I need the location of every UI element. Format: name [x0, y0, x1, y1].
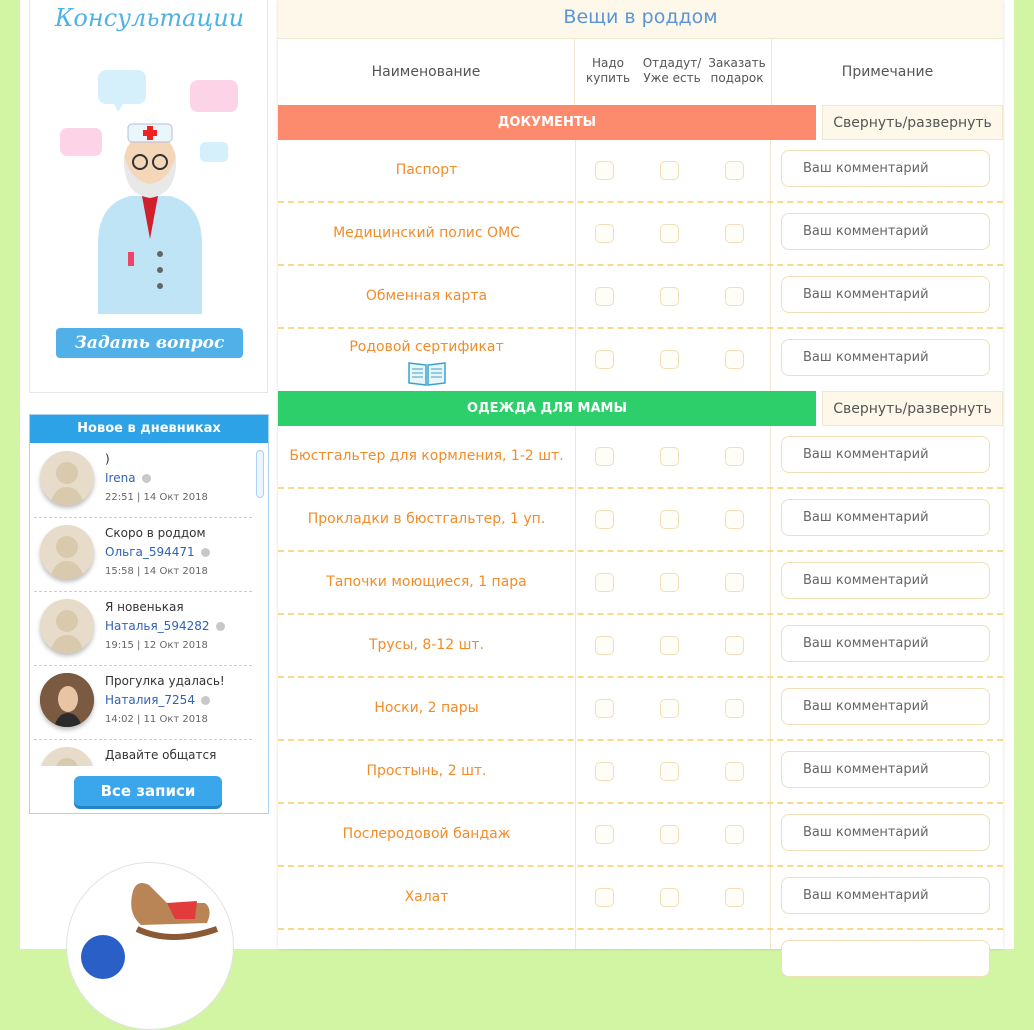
item-name: Простынь, 2 шт. [366, 763, 487, 779]
offline-status-icon [142, 474, 151, 483]
diary-list[interactable] [30, 444, 268, 766]
placeholder-avatar-icon [40, 525, 94, 579]
item-name: Паспорт [395, 162, 458, 178]
need-to-buy-checkbox[interactable] [595, 762, 614, 781]
table-row [278, 867, 1003, 930]
scrollbar[interactable] [256, 450, 264, 498]
collapse-expand-button[interactable]: Свернуть/развернуть [822, 391, 1003, 426]
diary-entry-title[interactable]: Прогулка удалась! [105, 674, 225, 688]
comment-input[interactable]: Ваш комментарий [781, 877, 990, 914]
user-photo [40, 673, 94, 727]
need-to-buy-checkbox[interactable] [595, 636, 614, 655]
open-book-icon[interactable] [407, 359, 447, 387]
order-gift-checkbox[interactable] [725, 224, 744, 243]
list-item[interactable] [34, 592, 252, 666]
item-name: Тапочки моющиеся, 1 пара [326, 574, 527, 590]
table-row [278, 804, 1003, 867]
order-gift-checkbox[interactable] [725, 825, 744, 844]
offline-status-icon [201, 548, 210, 557]
list-item[interactable] [34, 666, 252, 740]
comment-input[interactable]: Ваш комментарий [781, 688, 990, 725]
item-name: Носки, 2 пары [374, 700, 479, 716]
diary-widget [29, 414, 269, 814]
need-to-buy-checkbox[interactable] [595, 573, 614, 592]
list-item[interactable] [34, 740, 252, 766]
placeholder-avatar-icon [40, 599, 94, 653]
placeholder-avatar-icon [40, 451, 94, 505]
diary-entry-title[interactable]: Давайте общатся [105, 748, 217, 762]
order-gift-checkbox[interactable] [725, 888, 744, 907]
comment-input[interactable]: Ваш комментарий [781, 276, 990, 313]
already-have-checkbox[interactable] [660, 287, 679, 306]
comment-input[interactable]: Ваш комментарий [781, 339, 990, 376]
diary-entry-time: 14:02 | 11 Окт 2018 [105, 714, 208, 725]
item-name-cell [278, 329, 575, 390]
table-row [278, 930, 1003, 993]
item-name: Трусы, 8-12 шт. [368, 637, 484, 653]
order-gift-checkbox[interactable] [725, 699, 744, 718]
need-to-buy-checkbox[interactable] [595, 510, 614, 529]
column-header-name: Наименование [278, 39, 575, 105]
already-have-checkbox[interactable] [660, 573, 679, 592]
table-row [278, 552, 1003, 615]
comment-input[interactable]: Ваш комментарий [781, 562, 990, 599]
order-gift-checkbox[interactable] [725, 161, 744, 180]
list-item[interactable] [34, 518, 252, 592]
need-to-buy-checkbox[interactable] [595, 350, 614, 369]
column-header-gift: Заказать подарок [708, 56, 766, 85]
need-to-buy-checkbox[interactable] [595, 287, 614, 306]
need-to-buy-checkbox[interactable] [595, 699, 614, 718]
comment-input[interactable]: Ваш комментарий [781, 751, 990, 788]
diary-title: Новое в дневниках [30, 415, 268, 443]
collapse-expand-button[interactable]: Свернуть/развернуть [822, 105, 1003, 140]
diary-entry-user[interactable]: Irena [105, 471, 151, 485]
rocking-horse-icon [67, 863, 233, 1029]
table-row [278, 615, 1003, 678]
consultations-widget [29, 0, 268, 393]
item-name: Родовой сертификат [349, 339, 504, 355]
consultations-title: Консультации [54, 4, 245, 32]
already-have-checkbox[interactable] [660, 762, 679, 781]
order-gift-checkbox[interactable] [725, 510, 744, 529]
table-row [278, 678, 1003, 741]
comment-input[interactable] [781, 940, 990, 977]
order-gift-checkbox[interactable] [725, 573, 744, 592]
already-have-checkbox[interactable] [660, 510, 679, 529]
need-to-buy-checkbox[interactable] [595, 825, 614, 844]
need-to-buy-checkbox[interactable] [595, 447, 614, 466]
diary-entry-title[interactable]: Я новенькая [105, 600, 184, 614]
column-header-have: Отдадут/ Уже есть [642, 56, 702, 85]
diary-entry-title[interactable]: ) [105, 452, 110, 466]
table-row [278, 329, 1003, 392]
need-to-buy-checkbox[interactable] [595, 161, 614, 180]
diary-entry-user[interactable]: Ольга_594471 [105, 545, 210, 559]
diary-entry-title[interactable]: Скоро в роддом [105, 526, 206, 540]
diary-entry-time: 19:15 | 12 Окт 2018 [105, 640, 208, 651]
offline-status-icon [216, 622, 225, 631]
ask-question-button[interactable]: Задать вопрос [56, 328, 243, 358]
already-have-checkbox[interactable] [660, 699, 679, 718]
page-title: Вещи в роддом [278, 0, 1003, 39]
comment-input[interactable]: Ваш комментарий [781, 814, 990, 851]
item-name: Халат [404, 889, 449, 905]
column-header-buy: Надо купить [585, 56, 631, 85]
section-header-clothing[interactable]: ОДЕЖДА ДЛЯ МАМЫ [278, 391, 816, 426]
already-have-checkbox[interactable] [660, 636, 679, 655]
order-gift-checkbox[interactable] [725, 350, 744, 369]
all-entries-button[interactable]: Все записи [74, 776, 222, 806]
table-row [278, 266, 1003, 329]
section-header-documents[interactable]: ДОКУМЕНТЫ [278, 105, 816, 140]
item-name: Медицинский полис ОМС [333, 225, 520, 241]
item-name: Бюстгальтер для кормления, 1-2 шт. [289, 448, 564, 464]
already-have-checkbox[interactable] [660, 888, 679, 907]
need-to-buy-checkbox[interactable] [595, 224, 614, 243]
need-to-buy-checkbox[interactable] [595, 888, 614, 907]
table-row [278, 741, 1003, 804]
order-gift-checkbox[interactable] [725, 762, 744, 781]
table-row [278, 140, 1003, 203]
list-item[interactable] [34, 444, 252, 518]
already-have-checkbox[interactable] [660, 224, 679, 243]
offline-status-icon [201, 696, 210, 705]
comment-input[interactable]: Ваш комментарий [781, 213, 990, 250]
already-have-checkbox[interactable] [660, 350, 679, 369]
diary-entry-time: 15:58 | 14 Окт 2018 [105, 566, 208, 577]
diary-entry-user[interactable]: Наталья_594282 [105, 619, 225, 633]
column-header-note: Примечание [771, 39, 1003, 105]
diary-entry-time: 22:51 | 14 Окт 2018 [105, 492, 208, 503]
item-name: Обменная карта [365, 288, 488, 304]
order-gift-checkbox[interactable] [725, 287, 744, 306]
comment-input[interactable]: Ваш комментарий [781, 625, 990, 662]
order-gift-checkbox[interactable] [725, 447, 744, 466]
item-name: Послеродовой бандаж [342, 826, 511, 842]
table-row [278, 203, 1003, 266]
table-row [278, 489, 1003, 552]
table-row [278, 426, 1003, 489]
comment-input[interactable]: Ваш комментарий [781, 150, 990, 187]
item-name: Прокладки в бюстгальтер, 1 уп. [307, 511, 546, 527]
checklist-panel [278, 0, 1003, 949]
already-have-checkbox[interactable] [660, 447, 679, 466]
placeholder-avatar-icon [40, 747, 94, 766]
already-have-checkbox[interactable] [660, 825, 679, 844]
order-gift-checkbox[interactable] [725, 636, 744, 655]
already-have-checkbox[interactable] [660, 161, 679, 180]
rocking-horse-logo[interactable] [66, 862, 234, 1030]
doctor-illustration [58, 64, 242, 314]
comment-input[interactable]: Ваш комментарий [781, 499, 990, 536]
diary-entry-user[interactable]: Наталия_7254 [105, 693, 210, 707]
comment-input[interactable]: Ваш комментарий [781, 436, 990, 473]
